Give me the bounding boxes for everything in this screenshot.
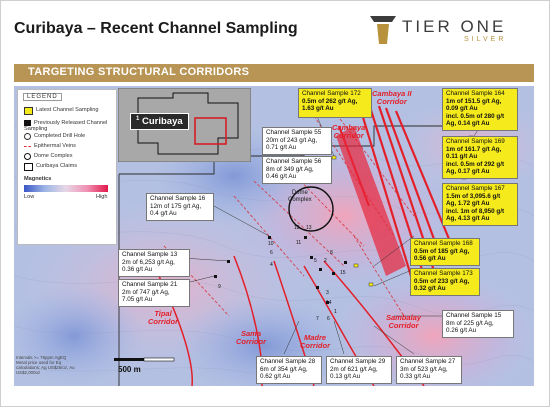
- callout-sample-29: Channel Sample 29 2m of 621 g/t Ag, 0.13 g/t Au: [326, 356, 392, 384]
- legend-item-latest: Latest Channel Sampling: [24, 107, 99, 115]
- section-banner: [14, 64, 534, 82]
- legend-item-veins: Epithermal Veins: [24, 143, 76, 149]
- legend-item-drill: Completed Drill Hole: [24, 133, 85, 140]
- map-legend: [17, 89, 117, 245]
- scale-bar: [114, 358, 174, 361]
- drill-point-label: 11: [296, 240, 302, 246]
- callout-sample-15: Channel Sample 15 8m of 225 g/t Ag, 0.26 g/t Au: [442, 310, 514, 338]
- logo-subword: SILVER: [464, 36, 507, 43]
- drill-point-label: 2: [324, 258, 327, 264]
- drill-point-label: 15: [340, 270, 346, 276]
- callout-sample-167: Channel Sample 167 1.5m of 3,095.6 g/t Ag, 1.72 g/t Au incl. 1m of 8,950 g/t Ag, 4.13 g/t Au: [442, 183, 518, 226]
- corridor-label-cambaya: Cambaya Corridor: [332, 123, 366, 140]
- drill-point-label: 5: [314, 258, 317, 264]
- logo-word: TIER ONE: [402, 17, 507, 36]
- legend-item-dome: Dome Complex: [24, 153, 73, 160]
- corridor-label-tipal: Tipal Corridor: [148, 309, 178, 326]
- callout-sample-172: Channel Sample 172 0.5m of 262 g/t Ag, 1.63 g/t Au: [298, 88, 372, 118]
- page-title: Curibaya – Recent Channel Sampling: [14, 20, 298, 37]
- drill-point-label: 12: [294, 225, 300, 231]
- magnetics-color-scale: [24, 185, 108, 192]
- callout-sample-27: Channel Sample 27 3m of 523 g/t Ag, 0.33 g/t Au: [396, 356, 462, 384]
- callout-sample-168: Channel Sample 168 0.5m of 185 g/t Ag, 0.56 g/t Au: [410, 238, 480, 266]
- drill-point-label: 3: [326, 290, 329, 296]
- callout-sample-16: Channel Sample 16 12m of 175 g/t Ag, 0.4 g/t Au: [146, 193, 214, 221]
- drill-point-label: 6: [270, 250, 273, 256]
- corridor-label-sambalay: Sambalay Corridor: [386, 313, 422, 330]
- callout-sample-173: Channel Sample 173 0.5m of 233 g/t Ag, 0.32 g/t Au: [410, 268, 480, 296]
- callout-sample-21: Channel Sample 21 2m of 747 g/t Ag, 7.05 g/t Au: [118, 279, 190, 307]
- drill-point-label: 1: [334, 309, 337, 315]
- drill-point-label: 7: [316, 316, 319, 322]
- callout-sample-55: Channel Sample 55 20m of 243 g/t Ag, 0.71 g/t Au: [262, 127, 332, 155]
- legend-item-claims: Curibaya Claims: [24, 163, 77, 171]
- drill-point-label: 14: [326, 300, 332, 306]
- footnote: Intervals >= 75ppm AgEQ Metal price used for Eq calculations: Ag US$25/oz, Au US$2,000oz: [16, 355, 75, 375]
- company-logo: [368, 14, 538, 48]
- drill-point-label: 10: [268, 241, 274, 247]
- drill-point-label: 6: [327, 316, 330, 322]
- drill-point-label: 4: [270, 262, 273, 268]
- legend-item-previous: Previously Released Channel Sampling: [24, 120, 108, 132]
- section-banner-text: TARGETING STRUCTURAL CORRIDORS: [28, 66, 250, 78]
- corridor-label-cambaya-ii: Cambaya II Corridor: [372, 89, 412, 106]
- magnetics-low: Low: [24, 194, 35, 200]
- drill-point-label: 8: [330, 250, 333, 256]
- callout-sample-164: Channel Sample 164 1m of 151.5 g/t Ag, 0.09 g/t Au incl. 0.5m of 280 g/t Ag, 0.14 g/t Au: [442, 88, 518, 131]
- callout-sample-169: Channel Sample 169 1m of 161.7 g/t Ag, 0.11 g/t Au incl. 0.5m of 292 g/t Ag, 0.17 g/t Au: [442, 136, 518, 179]
- legend-magnetics-label: Magnetics: [24, 176, 52, 182]
- drill-point-label: 9: [218, 284, 221, 290]
- logo-mark-icon: [368, 14, 398, 46]
- callout-sample-28: Channel Sample 28 6m of 354 g/t Ag, 0.62 g/t Au: [256, 356, 322, 384]
- corridor-label-madre: Madre Corridor: [300, 333, 330, 350]
- legend-heading: LEGEND: [23, 93, 62, 101]
- inset-map: [118, 88, 251, 162]
- drill-point-label: 13: [306, 225, 312, 231]
- dome-complex-label: Dome Complex: [288, 190, 312, 203]
- magnetics-high: High: [96, 194, 108, 200]
- inset-label: $^1$ Curibaya: [130, 113, 189, 130]
- scale-label: 500 m: [118, 365, 141, 374]
- corridor-label-sama: Sama Corridor: [236, 329, 266, 346]
- callout-sample-56: Channel Sample 56 8m of 349 g/t Ag, 0.46 g/t Au: [262, 156, 332, 184]
- callout-sample-13: Channel Sample 13 2m of 6,253 g/t Ag, 0.36 g/t Au: [118, 249, 190, 277]
